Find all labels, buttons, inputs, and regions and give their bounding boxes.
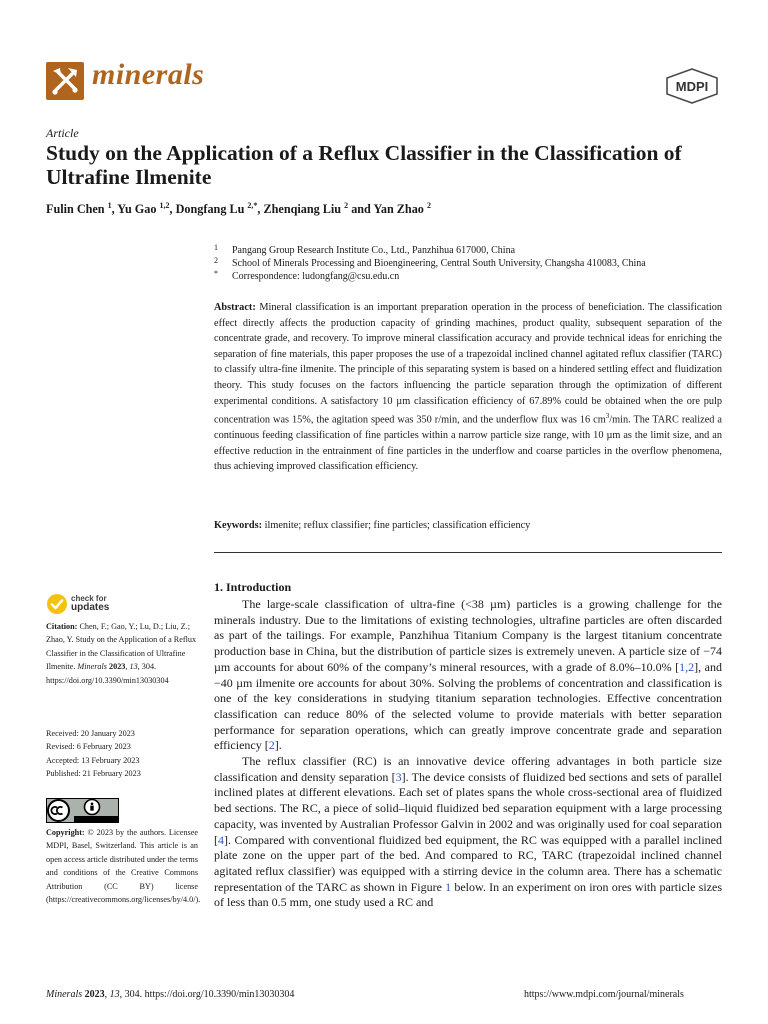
affiliation-2 [214, 256, 646, 269]
check-for-updates-icon[interactable] [46, 593, 68, 615]
author-separator: and [348, 202, 374, 217]
citation-text: Chen, F.; Gao, Y.; Lu, D.; Liu, Z.; Zhao, Y. Study on the Application of a Reflux Classifier in the Classification of Ultrafine Ilmenite. [46, 622, 197, 672]
affiliation-mark: 2 [214, 256, 218, 265]
author-name[interactable]: Dongfang Lu [175, 202, 245, 217]
journal-name: minerals [92, 58, 205, 91]
footer-journal-url[interactable]: https://www.mdpi.com/journal/minerals [524, 989, 684, 1000]
citation-doi[interactable]: , 304. https://doi.org/10.3390/min13030304 [46, 662, 169, 685]
author-affiliation-mark: 1 [107, 201, 112, 210]
citation-year: 2023 [109, 662, 126, 672]
paragraph-text: ]. The device consists of fluidized bed sections and sets of parallel inclined plates at different elevations. Each set of plates spans the whole cross-sectional area of fluidized bed sections. The RC, a piece of solid–liquid fluidized bed separation equipment with a large processing capacity, was invented by Australian Professor Galvin in 2002 and was originally used for coal separation [ [214, 769, 723, 847]
author-separator: , [257, 202, 264, 217]
affiliation-1 [214, 243, 515, 256]
date-accepted: Accepted: 13 February 2023 [46, 755, 140, 765]
footer-doi[interactable]: , 304. https://doi.org/10.3390/min13030304 [119, 989, 295, 1000]
affiliation-text: Pangang Group Research Institute Co., Ltd., Panzhihua 617000, China [232, 245, 516, 256]
author-list [46, 201, 431, 217]
keywords-text: ilmenite; reflux classifier; fine particles; classification efficiency [262, 520, 531, 531]
header-divider [214, 552, 722, 553]
author-separator: , [169, 202, 176, 217]
citation-volume: 13 [129, 662, 138, 672]
date-received: Received: 20 January 2023 [46, 729, 135, 738]
footer-year: 2023 [84, 989, 105, 1000]
reference-link[interactable]: 3 [395, 769, 402, 784]
abstract-text: Mineral classification is an important preparation operation in the process of beneficiation. The classification effect directly affects the production capacity of grinding machines, product quality, subsequent separation of the concentrate grade, and recovery. To improve mineral classification accuracy and provide technical ideas for enriching the separation of fine materials, this paper proposes the use of a trapezoidal inclined channel agitated reflux classifier (TARC) to classify ultra-fine ilmenite. The principle of this separating system is based on a hindered settling effect and fluidization theory. This study focuses on the factors influencing the particle separation through the optimization of different experimental conditions. A satisfactory 10 µm classification efficiency of 67.89% could be obtained when the ore pulp concentration was 15%, the agitation speed was 350 r/min, and the underflow flux was 16 cm [214, 302, 722, 426]
figure-link[interactable]: 1 [445, 879, 452, 894]
paragraph-text: ], and −40 µm ilmenite ore accounts for about 30%. Solving the problems of concentration and classification is one of the key considerations in studying titanium separation technologies. Effective concentration classification can reduce 80% of the selected volume to provide materials with better separation performance for separation operations, which can greatly improve concentrate grade and separation efficiency [ [214, 659, 723, 753]
author-name[interactable]: Yan Zhao [373, 202, 424, 217]
citation-journal: Minerals [77, 662, 107, 672]
mdpi-logo [664, 68, 720, 104]
author-name[interactable]: Fulin Chen [46, 202, 105, 217]
journal-logo-icon [46, 62, 84, 100]
paragraph-text: The large-scale classification of ultra-fine (<38 µm) particles is a growing challenge for the minerals industry. Due to the limitations of existing technologies, ultrafine particles are often discarded as part of the tailings. For example, Panzhihua Titanium Company is the largest titanium concentrate production base in China, but the distribution of particle sizes is extremely uneven. A particle size of −74 µm accounts for about 60% of the company’s mineral resources, with a grade of 8.0%–10.0% [ [214, 597, 722, 674]
author-name[interactable]: Zhenqiang Liu [263, 202, 342, 217]
paragraph-text: below. In an experiment on iron ores with particle sizes of less than 0.5 mm, one study used a RC and [214, 879, 722, 910]
check-for-updates-line2: updates [71, 602, 110, 613]
date-revised: Revised: 6 February 2023 [46, 742, 131, 752]
cc-by-license-icon[interactable] [46, 798, 119, 823]
reference-link[interactable]: 4 [218, 832, 224, 847]
article-type: Article [46, 126, 79, 140]
paragraph-text: ]. [274, 738, 282, 753]
date-published: Published: 21 February 2023 [46, 769, 141, 779]
paragraph-text: The reflux classifier (RC) is an innovative device offering advantages in both particle size classification and density separation [ [214, 754, 722, 784]
footer-citation: Minerals 2023, 13, 304. https://doi.org/10.3390/min13030304 [46, 989, 295, 1000]
reference-link[interactable]: 2 [268, 738, 275, 753]
article-title: Study on the Application of a Reflux Classifier in the Classification of Ultrafine Ilmenite [46, 141, 682, 189]
abstract [214, 300, 722, 475]
keywords [214, 520, 530, 531]
affiliation-text: School of Minerals Processing and Bioengineering, Central South University, Changsha 410083, China [232, 258, 646, 269]
author-affiliation-mark: 2,* [247, 201, 258, 210]
reference-link[interactable]: 1,2 [679, 659, 695, 674]
paragraph-1 [214, 597, 722, 754]
copyright-label: Copyright: [46, 828, 85, 837]
correspondence-text[interactable]: Correspondence: ludongfang@csu.edu.cn [232, 271, 400, 282]
author-separator: , [111, 202, 118, 217]
citation-block: Citation: Chen, F.; Gao, Y.; Lu, D.; Liu, Z.; Zhao, Y. Study on the Application of a Reflux Classifier in the Classification of Ultrafine Ilmenite. Minerals 2023, 13, 304. https://doi.org/10.3390/min13030304 [46, 622, 197, 685]
author-affiliation-mark: 2 [426, 201, 431, 210]
copyright-block [46, 826, 201, 906]
author-affiliation-mark: 1,2 [159, 201, 170, 210]
abstract-label: Abstract: [214, 302, 256, 313]
affiliation-mark: 1 [214, 243, 218, 252]
paragraph-text: ]. Compared with conventional fluidized bed equipment, the RC was equipped with a parallel inclined plate zone on the upper part of the bed. And compared to RC, TARC (trapezoidal inclined channel agitated reflux classifier) was equipped with a stirring device in the column area. There has a schematic representation of the TARC as shown in Figure [214, 832, 722, 894]
abstract-text-end: /min. The TARC realized a continuous feeding classification of fine particles within a narrow particle size range, with 10 µm as the limit size, and an effective reduction in the entrainment of fine particles in the underflow and coarse particles in the overflow phenomena, thus achieving improved classification efficiency. [214, 414, 722, 473]
citation-label: Citation: [46, 622, 78, 631]
author-name[interactable]: Yu Gao [117, 202, 157, 217]
body-text [214, 597, 722, 911]
affiliation-mark: * [214, 269, 218, 278]
check-for-updates-label[interactable] [71, 594, 109, 612]
mdpi-logo-text: MDPI [675, 79, 709, 94]
footer-volume: 13 [109, 989, 120, 1000]
check-for-updates-line1: check for [71, 594, 107, 603]
author-affiliation-mark: 2 [344, 201, 349, 210]
correspondence [214, 269, 399, 282]
paragraph-2 [214, 754, 722, 911]
dates-block [46, 727, 198, 781]
abstract-superscript: 3 [605, 412, 610, 421]
footer-journal: Minerals [46, 989, 83, 1000]
keywords-label: Keywords: [214, 520, 263, 531]
section-heading: 1. Introduction [214, 580, 292, 594]
copyright-text: © 2023 by the authors. Licensee MDPI, Basel, Switzerland. This article is an open access article distributed under the terms and conditions of the Creative Commons Attribution (CC BY) license (https://creativecommons.org/licenses/by/4.0/). [46, 828, 201, 905]
